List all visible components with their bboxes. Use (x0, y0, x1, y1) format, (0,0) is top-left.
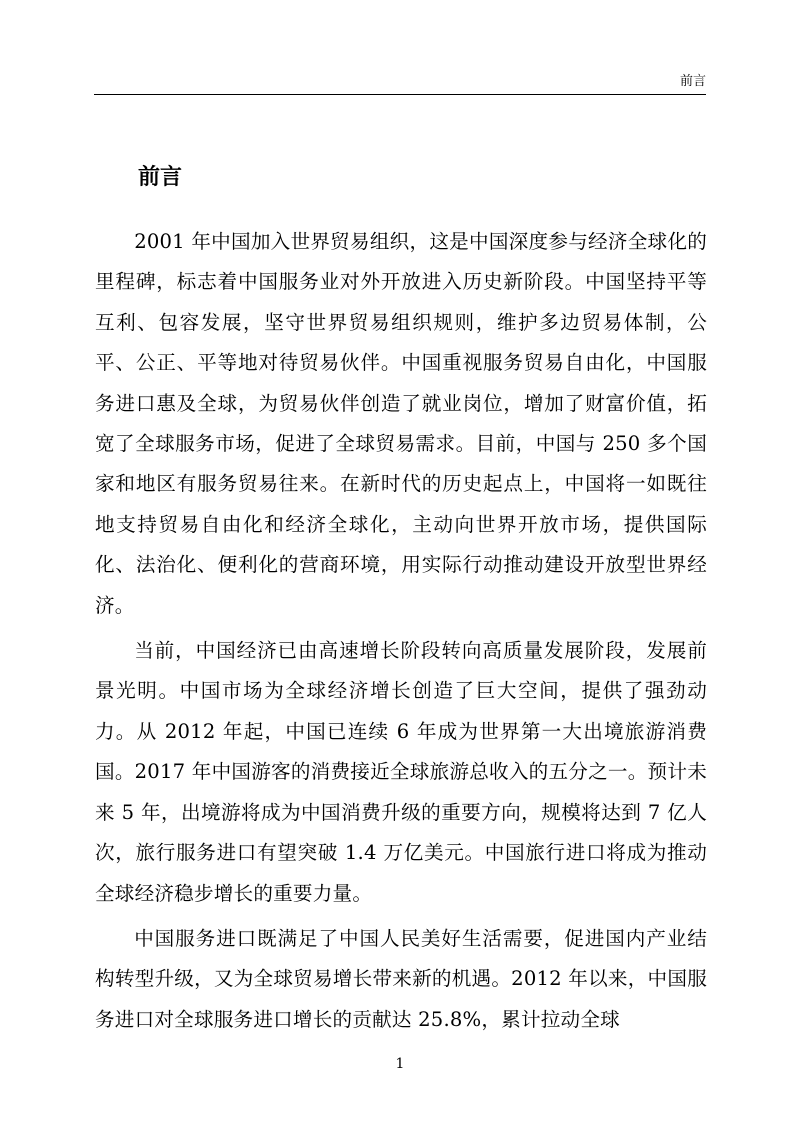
body-text (95, 222, 707, 1045)
running-header (0, 0, 800, 96)
chapter-title: 前言 (138, 165, 183, 190)
page-number: 1 (395, 1056, 405, 1072)
running-header-title: 前言 (679, 74, 706, 89)
paragraph-2: 当前，中国经济已由高速增长阶段转向高质量发展阶段，发展前景光明。中国市场为全球经济增长创造了巨大空间，提供了强劲动力。从 2012 年起，中国已连续 6 年成为世界第一大出境旅游消费国。2017 年中国游客的消费接近全球旅游总收入的五分之一。预计未来 5 年，出境游将成为中国消费升级的重要方向，规模将达到 7 亿人次，旅行服务进口有望突破 1.4 万亿美元。中国旅行进口将成为推动全球经济稳步增长的重要力量。 (95, 639, 707, 905)
header-rule (94, 94, 706, 95)
paragraph-3: 中国服务进口既满足了中国人民美好生活需要，促进国内产业结构转型升级，又为全球贸易增长带来新的机遇。2012 年以来，中国服务进口对全球服务进口增长的贡献达 25.8%，累计拉动全球 (95, 926, 707, 1031)
paragraph-1: 2001 年中国加入世界贸易组织，这是中国深度参与经济全球化的里程碑，标志着中国服务业对外开放进入历史新阶段。中国坚持平等互利、包容发展，坚守世界贸易组织规则，维护多边贸易体制，公平、公正、平等地对待贸易伙伴。中国重视服务贸易自由化，中国服务进口惠及全球，为贸易伙伴创造了就业岗位，增加了财富价值，拓宽了全球服务市场，促进了全球贸易需求。目前，中国与 250 多个国家和地区有服务贸易往来。在新时代的历史起点上，中国将一如既往地支持贸易自由化和经济全球化，主动向世界开放市场，提供国际化、法治化、便利化的营商环境，用实际行动推动建设开放型世界经济。 (95, 230, 707, 617)
